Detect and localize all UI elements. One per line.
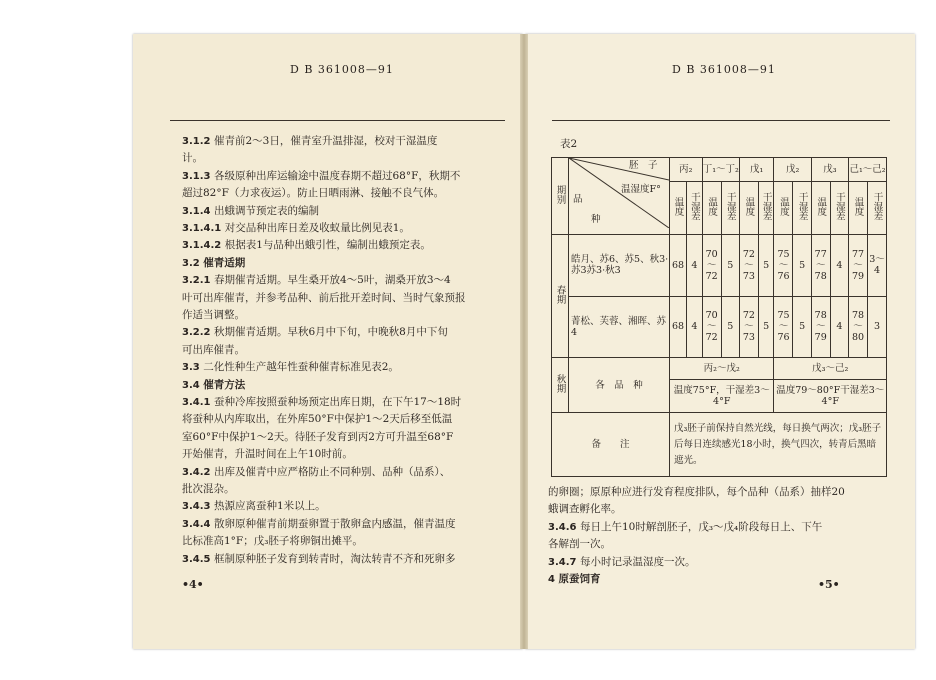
clause-number: 3.4.4 [182,518,214,530]
sub-header-humdiff: 干湿差 [793,182,811,235]
clause-text: 叶可出库催青，并参考品种、前后批开差时间、当时气象预报 [182,291,466,304]
autumn-label: 秋期 [552,358,569,413]
clause-number: 3.1.3 [182,170,214,182]
table-cell: 68 [670,296,687,358]
clause-number: 3.4.3 [182,501,214,513]
clause-text: 比标准高1°F；戊₃胚子将卵铜出摊平。 [182,535,363,548]
clause-text: 催青适期 [203,256,246,269]
left-header: D B 361008—91 [290,63,394,76]
autumn-range-2: 戊₃～己₂ [774,358,887,380]
table-cell: 77～78 [811,234,830,296]
table-cell: 3 [868,296,887,358]
text-line [182,379,245,392]
table-cell: 5 [758,296,774,358]
text-line [548,486,845,498]
right-page-number: •5• [818,578,840,591]
text-line [182,274,451,287]
clause-number: 4 [548,574,559,585]
clause-text: 根据表1与品种出蛾引性，编制出蛾预定表。 [224,239,431,252]
clause-number: 3.2 [182,257,204,269]
sub-header-temp: 温度 [739,182,758,235]
sub-header-temp: 温度 [774,182,793,235]
text-line [182,135,437,148]
table-cell: 5 [793,296,811,358]
text-line [548,538,611,550]
stage-header-3: 戊₁ [739,158,774,182]
clause-text: 催青前2～3日，催青室升温排湿，校对干湿温度 [213,135,438,147]
left-header-rule [170,120,505,121]
breed-cell: 菁松、芙蓉、湘晖、苏4 [569,296,670,358]
text-line [182,431,453,443]
clause-text: 开始催青，升温时间在上午10时前。 [182,448,353,461]
remark-row [552,413,887,477]
text-line [548,556,695,569]
table-cell: 72～73 [739,296,758,358]
text-line [182,205,319,218]
clause-text: 对交品种出库日差及收蚁量比例见表1。 [224,222,410,234]
clause-text: 散卵原种催青前期蚕卵置于散卵盒内感温，催青温度 [213,517,456,530]
text-line [182,239,431,252]
text-line [182,170,460,183]
clause-text: 各级原种出库运输途中温度春期不超过68°F，秋期不 [213,169,461,182]
book-spine [520,34,528,649]
right-header: D B 361008—91 [672,63,776,76]
text-line [548,573,600,586]
text-line [182,326,448,339]
clause-text: 催青方法 [203,378,246,391]
table-cell: 5 [721,234,739,296]
spring-label: 春期 [552,234,569,357]
table-cell: 70～72 [702,296,721,358]
clause-number: 3.1.4 [182,205,214,217]
table-cell: 68 [670,234,687,296]
clause-text: 春期催青适期。早生桑开放4～5叶，湖桑开放3～4 [213,274,451,287]
table-cell: 70～72 [702,234,721,296]
table-cell: 4 [687,234,703,296]
period-header: 期别 [552,158,569,235]
text-line [182,518,455,531]
clause-text: 出库及催青中应严格防止不同种别、品种（品系）、 [213,465,451,478]
table-cell: 75～76 [774,234,793,296]
text-line [182,553,455,566]
sub-header-humdiff: 干湿差 [830,182,848,235]
autumn-range-row [552,358,887,380]
spring-row-2 [552,296,887,358]
stage-header-5: 戊₃ [811,158,848,182]
clause-text: 秋期催青适期。早秋6月中下旬，中晚秋8月中下旬 [213,326,448,339]
stage-header-6: 己₁～己₂ [849,158,887,182]
clause-text: 热源应离蚕种1米以上。 [213,500,326,513]
clause-number: 3.4.5 [182,553,214,565]
clause-text: 原蚕饲育 [558,573,601,585]
text-line [182,309,245,321]
table-cell: 77～79 [849,234,868,296]
clause-text: 二化性种生产越年性蚕种催青标准见表2。 [203,361,399,374]
remark-label: 备 注 [552,413,670,477]
clause-number: 3.4.2 [182,466,214,478]
sub-header-humdiff: 干湿差 [687,182,703,235]
remark-text: 戊₃胚子前保持自然光线，每日换气两次；戊₃胚子后每日连续感光18小时，换气四次，转青后黑暗遮光。 [670,413,887,477]
clause-number: 3.2.2 [182,327,214,339]
left-page-number: •4• [182,578,204,591]
text-line [182,396,461,409]
autumn-range-1: 丙₂～戊₂ [670,358,774,380]
clause-text: 将蚕种从内库取出，在外库50°F中保护1～2天后移至低温 [182,413,453,426]
sub-header-humdiff: 干湿差 [758,182,774,235]
text-line [182,344,245,356]
sub-header-humdiff: 干湿差 [868,182,887,235]
table-cell: 5 [793,234,811,296]
clause-number: 3.2.1 [182,275,214,287]
sub-header-temp: 温度 [702,182,721,235]
stage-header-2: 丁₁～丁₂ [702,158,739,182]
clause-text: 的卵圈；原原种应进行发育程度排队，每个品种（品系）抽样20 [548,486,845,498]
text-line [182,500,326,513]
table-cell: 5 [721,296,739,358]
clause-number: 3.1.4.2 [182,240,225,252]
clause-text: 各解剖一次。 [548,538,611,551]
clause-text: 每小时记录温湿度一次。 [579,555,696,568]
autumn-breed: 各 品 种 [569,358,670,413]
text-line [182,292,466,304]
text-line [182,222,410,235]
text-line [182,535,363,547]
clause-text: 框制原种胚子发育到转青时，淘汰转青不齐和死卵多 [213,552,456,565]
breed-cell: 皓月、苏6、苏5、秋3·苏3苏3·秋3 [569,234,670,296]
stage-header-4: 戊₂ [774,158,811,182]
clause-number: 3.1.2 [182,136,214,147]
autumn-std-1: 温度75°F，干湿差3～4°F [670,380,774,413]
text-line [182,448,353,460]
table-cell: 3～4 [868,234,887,296]
sub-header-temp: 温度 [811,182,830,235]
text-line [182,483,235,495]
text-line [182,466,450,479]
text-line [182,257,245,270]
table-cell: 78～79 [811,296,830,358]
clause-text: 每日上午10时解剖胚子，戊₃～戊₄阶段每日上、下午 [579,520,823,533]
clause-text: 超过82°F（力求夜运）。防止日晒雨淋、接触不良气体。 [182,187,445,200]
text-line [182,361,399,374]
clause-number: 3.4.7 [548,556,580,568]
table-cell: 5 [758,234,774,296]
clause-number: 3.4 [182,379,204,391]
table2-caption: 表2 [560,138,578,150]
clause-number: 3.4.1 [182,397,214,408]
stage-header-1: 丙₂ [670,158,703,182]
clause-number: 3.1.4.1 [182,223,225,234]
clause-text: 可出库催青。 [182,343,245,356]
clause-number: 3.3 [182,362,204,374]
clause-text: 室60°F中保护1～2天。待胚子发育到丙2方可升温至68°F [182,430,454,443]
clause-text: 出蛾调节预定表的编制 [213,204,319,217]
autumn-std-2: 温度79～80°F干湿差3～4°F [774,380,887,413]
clause-text: 计。 [182,152,203,165]
sub-header-humdiff: 干湿差 [721,182,739,235]
table-cell: 75～76 [774,296,793,358]
clause-text: 蛾调查孵化率。 [548,503,622,516]
text-line [182,413,452,425]
sub-header-temp: 温度 [670,182,687,235]
text-line [548,521,822,534]
table-cell: 4 [830,234,848,296]
clause-number: 3.4.6 [548,521,580,533]
table-cell: 72～73 [739,234,758,296]
text-line [182,187,444,199]
text-line [548,503,622,515]
clause-text: 作适当调整。 [182,309,245,321]
clause-text: 批次混杂。 [182,483,235,495]
sub-header-temp: 温度 [849,182,868,235]
table-cell: 4 [687,296,703,358]
spring-row-1 [552,234,887,296]
right-header-rule [552,120,890,121]
table-cell: 4 [830,296,848,358]
clause-text: 蚕种冷库按照蚕种场预定出库日期，在下午17～18时 [213,396,462,408]
text-line [182,152,203,164]
table-corner-cell: 胚 子 温湿度F° 品 种 [569,158,670,235]
table-cell: 78～80 [849,296,868,358]
table-2 [551,157,887,477]
